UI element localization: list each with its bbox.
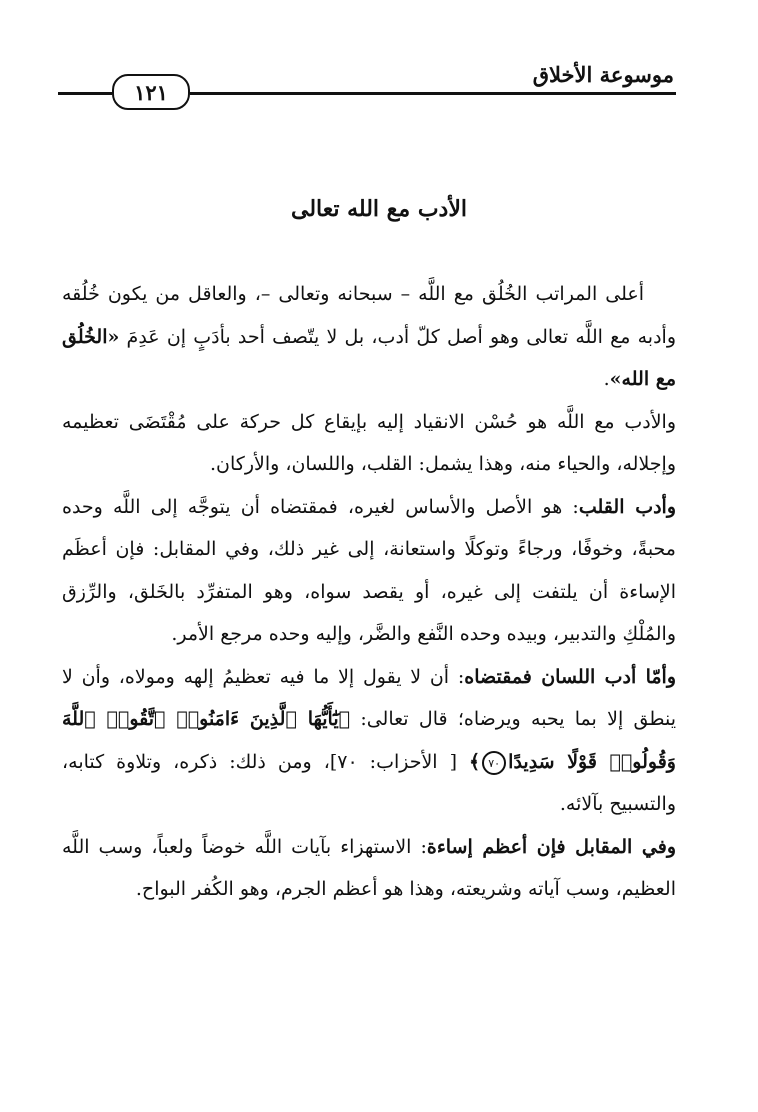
paragraph-4-rest: [ الأحزاب: ٧٠]، ومن ذلك: ذكره، وتلاوة كتابه، والتسبيح بآلائه. — [62, 750, 676, 815]
paragraph-3-text: : هو الأصل والأساس لغيره، فمقتضاه أن يتوجَّه إلى اللَّه وحده محبةً، وخوفًا، ورجاءً وتوكلًا واستعانة، إلى غير ذلك، وفي المقابل: فإن أعظَم الإساءة أن يلتفت إلى غيره، أو يقصد سواه، وهو المتفرِّد بالخَلق، والرِّزق والمُلْكِ والتدبير، وبيده وحده النَّفع والضَّر، وإليه وحده مرجع الأمر. — [62, 495, 676, 645]
quran-verse: ﴿يَٰٓأَيُّهَا ٱلَّذِينَ ءَامَنُوا۟ ٱتَّقُوا۟ ٱللَّهَ وَقُولُوا۟ قَوْلًا سَدِيدًا — [62, 708, 676, 773]
paragraph-1 — [62, 273, 676, 401]
paragraph-1-end: . — [603, 368, 610, 390]
paragraph-5-text: : الاستهزاء بآيات اللَّه خوضاً ولعباً، وسب اللَّه العظيم، وسب آياته وشريعته، وهذا هو أعظم الجرم، وهو الكُفر البواح. — [62, 835, 676, 900]
page-header — [52, 58, 678, 108]
paragraph-3 — [62, 486, 676, 656]
paragraph-3-bold: وأدب القلب — [578, 495, 677, 518]
header-rule-right — [190, 92, 676, 95]
paragraph-5 — [62, 826, 676, 911]
quran-close-bracket: ﴾ — [469, 750, 481, 773]
book-title: موسوعة الأخلاق — [532, 62, 674, 87]
paragraph-1-bold: «الخُلُق مع الله» — [62, 325, 676, 390]
header-rule-left — [58, 92, 112, 95]
paragraph-1-text: أعلى المراتب الخُلُق مع اللَّه – سبحانه وتعالى –، والعاقل من يكون خُلُقه وأدبه مع اللَّه تعالى وهو أصل كلّ أدب، بل لا يتّصف أحد بأدَبٍ إن عَدِمَ — [62, 283, 676, 348]
section-heading: الأدب مع الله تعالى — [290, 196, 467, 222]
paragraph-4-text: : أن لا يقول إلا ما فيه تعظيمُ إلهه ومولاه، وأن لا ينطق إلا بما يحبه ويرضاه؛ قال تعالى: — [62, 665, 676, 730]
body-text — [62, 273, 676, 911]
ayah-number-marker: ٧٠ — [482, 751, 506, 775]
paragraph-2 — [62, 401, 676, 486]
page-number: ١٢١ — [112, 74, 190, 110]
paragraph-2-text: والأدب مع اللَّه هو حُسْن الانقياد إليه بإيقاع كل حركة على مُقْتَضَى تعظيمه وإجلاله، والحياء منه، وهذا يشمل: القلب، واللسان، والأركان. — [62, 410, 676, 475]
paragraph-4-bold: وأمّا أدب اللسان فمقتضاه — [464, 665, 676, 688]
paragraph-5-bold: وفي المقابل فإن أعظم إساءة — [426, 835, 676, 858]
paragraph-4 — [62, 656, 676, 826]
